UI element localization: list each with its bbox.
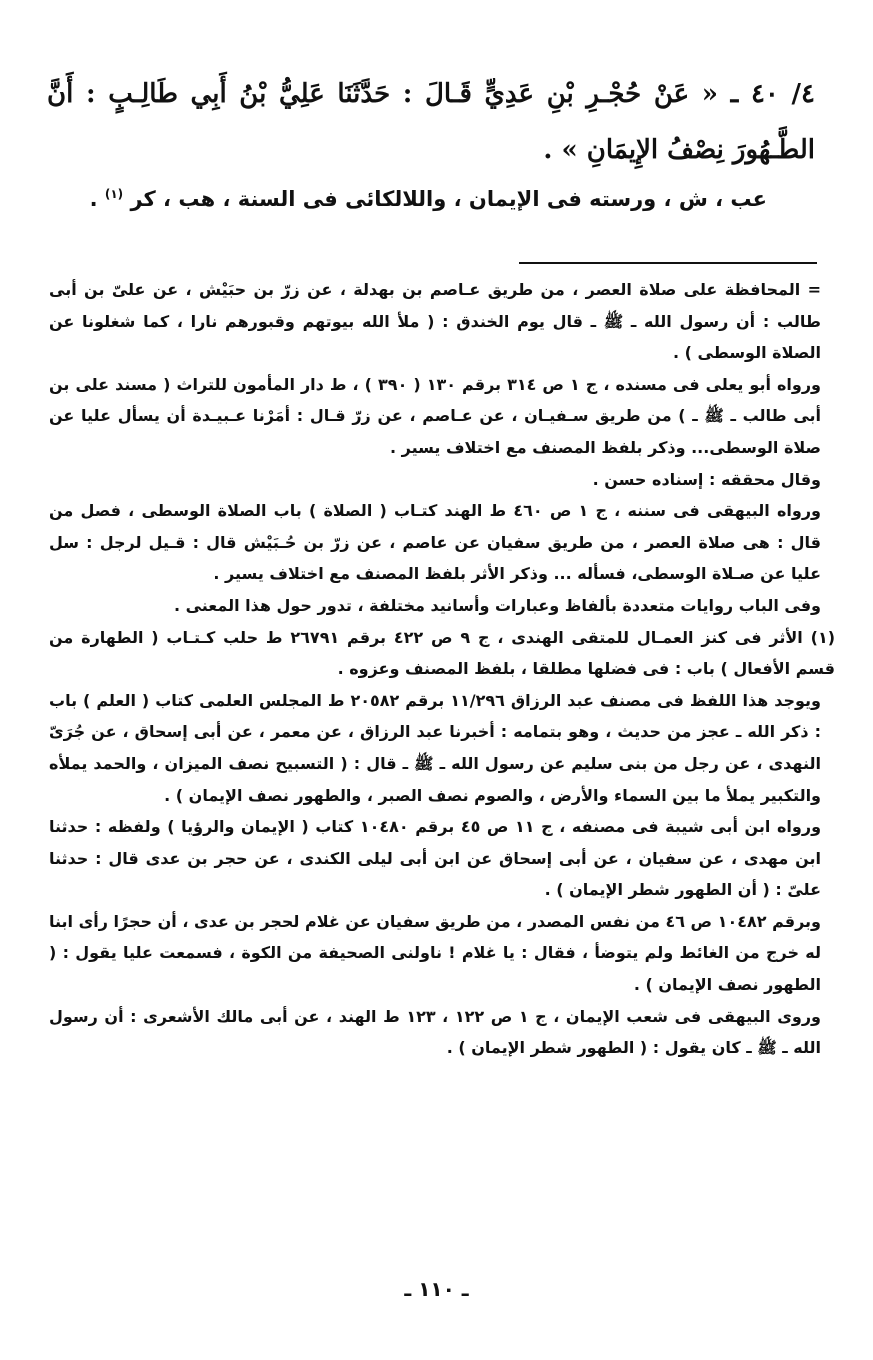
- footnote-paragraph: وروى البيهقى فى شعب الإيمان ، ج ١ ص ١٢٢ ، ١٢٣ ط الهند ، عن أبى مالك الأشعرى : أن رسول الله ـ ﷺ ـ كان يقول : ( الطهور شطر الإيمان ) .: [49, 1006, 821, 1058]
- footnote-paragraph: وقال محققه : إسناده حسن .: [592, 469, 821, 489]
- footnotes: [49, 274, 836, 1064]
- footnote-1: (١) الأثر فى كنز العمـال للمتقى الهندى ، ج ٩ ص ٤٢٢ برقم ٢٦٧٩١ ط حلب كـتـاب ( الطهارة من قسم الأفعال ) باب : فى فضلها مطلقا ، بلفظ المصنف وعزوه .: [49, 627, 836, 679]
- footnote-paragraph: ويوجد هذا اللفظ فى مصنف عبد الرزاق ١١/٢٩٦ برقم ٢٠٥٨٢ ط المجلس العلمى كتاب ( العلم ) باب : ذكر الله ـ عجز من حديث ، وهو بتمامه : أخبرنا عبد الرزاق ، عن معمر ، عن أبى إسحاق ، عن جُرَىّ النهدى ، عن رجل من بنى سليم عن رسول الله ـ ﷺ ـ قال : ( التسبيح نصف الميزان ، والحمد يملأه والتكبير يملأ ما بين السماء والأرض ، والصوم نصف الصبر ، والطهور نصف الإيمان ) .: [49, 690, 822, 805]
- sources-text: عب ، ش ، ورسته فى الإيمان ، واللالكائى فى السنة ، هب ، كر: [130, 187, 767, 211]
- page-number: ـ ١١٠ ـ: [404, 1277, 469, 1301]
- footnote-paragraph: وبرقم ١٠٤٨٢ ص ٤٦ من نفس المصدر ، من طريق سفيان عن غلام لحجر بن عدى ، أن حجرًا رأى ابنا له خرج من الغائط ولم يتوضأ ، فقال : يا غلام ! ناولنى الصحيفة من الكوة ، فسمعت عليا يقول : ( الطهور نصف الإيمان ) .: [49, 911, 822, 995]
- footnote-paragraph: = المحافظة على صلاة العصر ، من طريق عـاصم بن بهدلة ، عن زرّ بن حبَيْش ، عن علىّ بن أبى طالب : أن رسول الله ـ ﷺ ـ قال يوم الخندق : ( ملأ الله بيوتهم وقبورهم نارا ، كما شغلونا عن الصلاة الوسطى ) .: [49, 280, 821, 363]
- hadith-sources: [67, 176, 767, 217]
- footnote-paragraph: ورواه أبو يعلى فى مسنده ، ج ١ ص ٣١٤ برقم ١٣٠ ( ٣٩٠ ) ، ط دار المأمون للتراث ( مسند على بن أبى طالب ـ ﷺ ـ ) من طريق سـفيـان ، عن عـاصم ، عن زرّ قـال : أمَرْنا عـبيـدة أن يسأل عليا عن صلاة الوسطى... وذكر بلفظ المصنف مع اختلاف يسير .: [49, 374, 822, 457]
- footnote-paragraph: ورواه ابن أبى شيبة فى مصنفه ، ج ١١ ص ٤٥ برقم ١٠٤٨٠ كتاب ( الإيمان والرؤيا ) ولفظه : حدثنا ابن مهدى ، عن سفيان ، عن أبى إسحاق عن ابن أبى ليلى الكندى ، عن حجر بن عدى قال : حدثنا علىّ : ( أن الطهور شطر الإيمان ) .: [49, 817, 822, 900]
- footnote-marker[interactable]: (١): [104, 187, 124, 201]
- footnote-paragraph: وفى الباب روايات متعددة بألفاظ وعبارات وأسانيد مختلفة ، تدور حول هذا المعنى .: [173, 595, 821, 615]
- hadith-text: ٤/ ٤٠ ـ « عَنْ حُجْـرِ بْنِ عَدِيٍّ قَـالَ : حَدَّثَنَا عَلِيُّ بْنُ أَبِي طَالِـبٍ : أَنَّ الطَّـهُورَ نِصْفُ الإِيمَانِ » .: [47, 79, 815, 165]
- sources-end: .: [89, 187, 105, 211]
- footnote-separator: [519, 262, 817, 264]
- footnote-paragraph: ورواه البيهقى فى سننه ، ج ١ ص ٤٦٠ ط الهند كتـاب ( الصلاة ) باب الصلاة الوسطى ، فصل من قال : هى صلاة العصر ، من طريق سفيان عن عاصم ، عن زرّ بن حُـبَيْش قال : قـيل لرجل : سل عليا عن صـلاة الوسطى، فسأله ... وذكر الأثر بلفظ المصنف مع اختلاف يسير .: [49, 501, 821, 584]
